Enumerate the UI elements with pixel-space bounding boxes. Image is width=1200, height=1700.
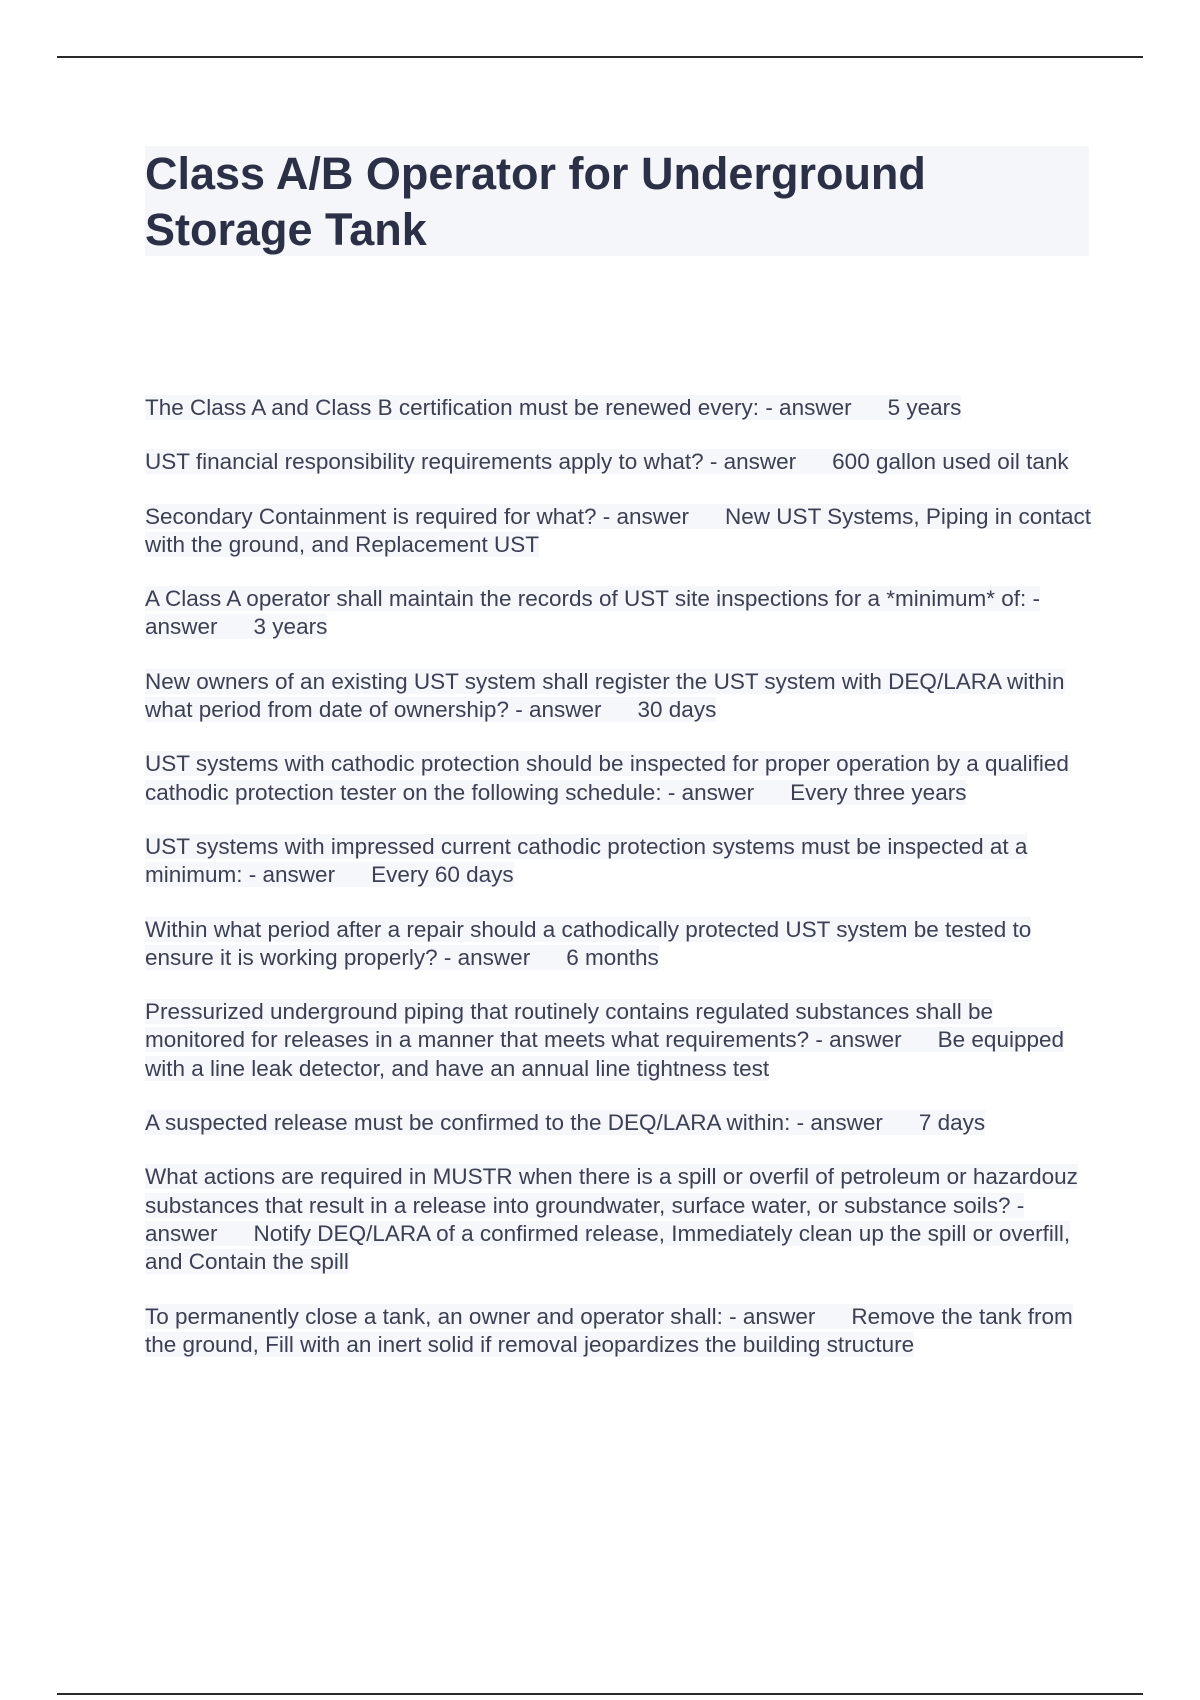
qa-item: [145, 916, 1095, 973]
answer-text: 5 years: [887, 395, 962, 420]
answer-marker: - answer: [815, 1027, 902, 1053]
qa-item: [145, 503, 1095, 560]
question-text: To permanently close a tank, an owner and operator shall:: [145, 1303, 723, 1329]
qa-item: [145, 1109, 1095, 1137]
answer-marker: - answer: [796, 1110, 883, 1136]
answer-text: 6 months: [566, 944, 659, 970]
question-text: UST systems with cathodic protection should be inspected for proper operation by a qualified cathodic protection tester on the following schedule:: [145, 751, 1069, 805]
answer-text: Every three years: [790, 779, 967, 805]
answer-text: Notify DEQ/LARA of a confirmed release, Immediately clean up the spill or overfill, and Contain the spill: [145, 1220, 1071, 1275]
question-text: Within what period after a repair should a cathodically protected UST system be tested to ensure it is working properly?: [145, 916, 1032, 970]
question-text: UST financial responsibility requirements apply to what?: [145, 449, 704, 475]
answer-text: 7 days: [918, 1110, 986, 1136]
title-block: [145, 146, 1089, 256]
question-text: The Class A and Class B certification must be renewed every:: [145, 395, 760, 420]
answer-marker: - answer: [248, 862, 336, 888]
qa-list: [145, 394, 1095, 1385]
bottom-rule: [57, 1693, 1143, 1695]
answer-text: Remove the tank from the ground, Fill with an inert solid if removal jeopardizes the building structure: [145, 1303, 1073, 1357]
question-text: A Class A operator shall maintain the records of UST site inspections for a *minimum* of:: [145, 586, 1027, 612]
question-text: Secondary Containment is required for what?: [145, 503, 597, 529]
qa-item: [145, 833, 1095, 890]
question-text: New owners of an existing UST system shall register the UST system with DEQ/LARA within what period from date of ownership?: [145, 668, 1065, 723]
qa-item: [145, 448, 1095, 476]
answer-marker: - answer: [729, 1303, 816, 1329]
answer-marker: - answer: [709, 449, 797, 475]
top-rule: [57, 56, 1143, 58]
qa-item: [145, 1303, 1095, 1360]
question-text: UST systems with impressed current cathodic protection systems must be inspected at a minimum:: [145, 833, 1028, 888]
answer-marker: - answer: [145, 586, 1041, 640]
answer-text: Be equipped with a line leak detector, and have an annual line tightness test: [145, 1027, 1065, 1081]
answer-text: 3 years: [253, 614, 328, 640]
question-text: Pressurized underground piping that routinely contains regulated substances shall be monitored for releases in a manner that meets what requirements?: [145, 999, 994, 1053]
answer-text: Every 60 days: [371, 862, 514, 888]
answer-marker: - answer: [765, 395, 852, 420]
qa-item: [145, 750, 1095, 807]
answer-marker: - answer: [602, 503, 690, 529]
qa-item: [145, 998, 1095, 1083]
answer-text: 30 days: [637, 697, 717, 723]
page-title: Class A/B Operator for Underground Storage Tank: [145, 148, 926, 255]
answer-marker: - answer: [145, 1192, 1025, 1246]
qa-item: [145, 668, 1095, 725]
qa-item: [145, 394, 1095, 422]
answer-marker: - answer: [515, 697, 602, 723]
answer-text: New UST Systems, Piping in contact with the ground, and Replacement UST: [145, 503, 1092, 557]
answer-marker: - answer: [667, 779, 755, 805]
qa-item: [145, 1163, 1095, 1276]
answer-marker: - answer: [443, 944, 531, 970]
answer-text: 600 gallon used oil tank: [832, 449, 1069, 475]
qa-item: [145, 585, 1095, 642]
question-text: A suspected release must be confirmed to the DEQ/LARA within:: [145, 1110, 791, 1136]
question-text: What actions are required in MUSTR when there is a spill or overfil of petroleum or hazardouz substances that result in a release into groundwater, surface water, or substance soils?: [145, 1164, 1078, 1218]
